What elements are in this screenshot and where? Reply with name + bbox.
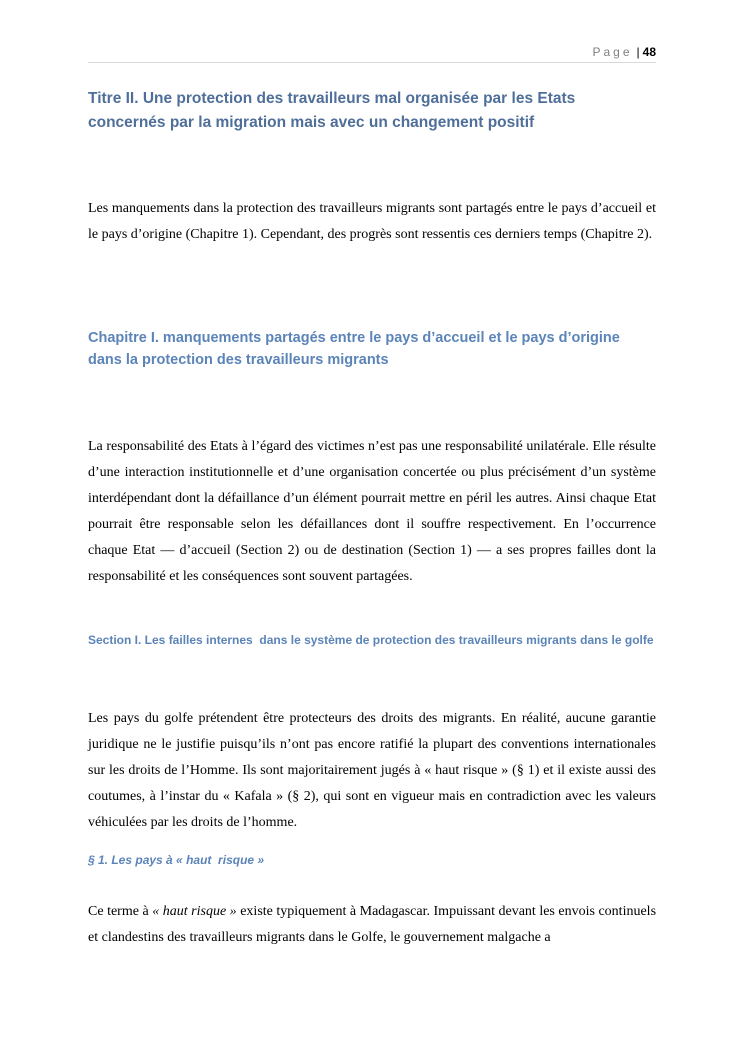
page-number: 48 (642, 45, 656, 59)
chapter-heading: Chapitre I. manquements partagés entre le pays d’accueil et le pays d’origine dans la protection des travailleurs migrants (88, 330, 620, 368)
title-heading: Titre II. Une protection des travailleurs mal organisée par les Etats concernés par la migration mais avec un changement positif (88, 90, 576, 131)
page-separator: | (636, 45, 640, 59)
intro-paragraph: Les manquements dans la protection des travailleurs migrants sont partagés entre le pays d’accueil et le pays d’origine (Chapitre 1). Cependant, des progrès sont ressentis ces derniers temps (Chapitre 2). (88, 201, 656, 242)
chapter-paragraph: La responsabilité des Etats à l’égard des victimes n’est pas une responsabilité unilatérale. Elle résulte d’une interaction institutionnelle et d’une organisation concertée ou plus précisément d’un système interdépendant dont la défaillance d’un élément pourrait mettre en péril les autres. Ainsi chaque Etat pourrait être responsable selon les défaillances dont il souffre respectivement. En l’occurrence chaque Etat — d’accueil (Section 2) ou de destination (Section 1) — a ses propres failles dont la responsabilité et les conséquences sont souvent partagées. (88, 439, 656, 584)
last-paragraph-rest: existe typiquement à Madagascar. Impuissant devant les envois continuels et clandestins des travailleurs migrants dans le Golfe, le gouvernement malgache a (88, 904, 657, 945)
page-header (88, 44, 656, 63)
last-paragraph-start: Ce terme à (88, 904, 153, 919)
section-paragraph: Les pays du golfe prétendent être protecteurs des droits des migrants. En réalité, aucune garantie juridique ne le justifie puisqu’ils n’ont pas encore ratifié la plupart des conventions internationales sur les droits de l’Homme. Ils sont majoritairement jugés à « haut risque » (§ 1) et il existe aussi des coutumes, à l’instar du « Kafala » (§ 2), qui sont en vigueur mais en contradiction avec les valeurs véhiculées par les droits de l’homme. (88, 711, 656, 830)
paragraph-heading: § 1. Les pays à « haut risque » (88, 853, 265, 867)
section-heading: Section I. Les failles internes dans le système de protection des travailleurs migrants dans le golfe (88, 633, 654, 647)
last-paragraph-italic: « haut risque » (152, 904, 237, 919)
page-label: Page (592, 45, 633, 59)
last-paragraph (88, 899, 656, 951)
